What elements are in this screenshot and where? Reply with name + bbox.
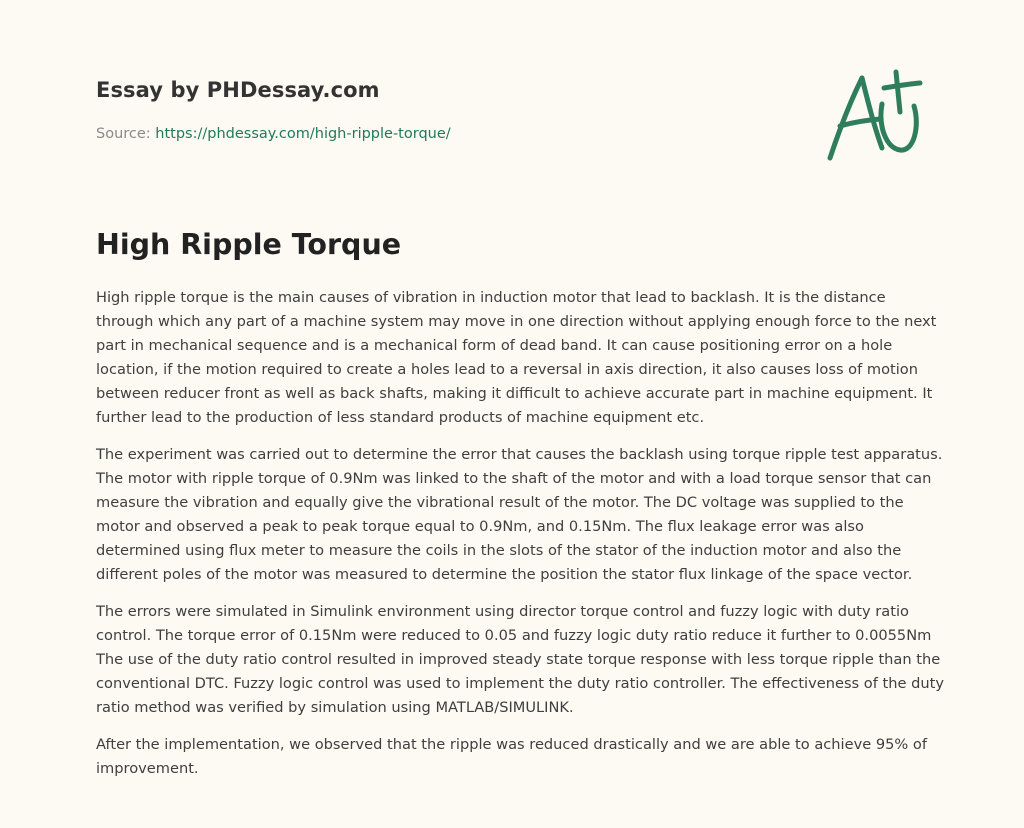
paragraph: After the implementation, we observed that the ripple was reduced drastically and we are able to achieve 95% of improvement. (96, 736, 927, 777)
essay-header (96, 76, 796, 144)
essay-title: High Ripple Torque (96, 228, 402, 261)
essay-body (96, 286, 944, 794)
paragraph: High ripple torque is the main causes of vibration in induction motor that lead to backlash. It is the distance through which any part of a machine system may move in one direction without applying enough force to the next part in mechanical sequence and is a mechanical form of dead band. It can cause positioning error on a hole location, if the motion required to create a holes lead to a reversal in axis direction, it also causes loss of motion between reducer front as well as back shafts, making it difficult to achieve accurate part in machine equipment. It further lead to the production of less standard products of machine equipment etc. (96, 289, 937, 426)
paragraph: The errors were simulated in Simulink environment using director torque control and fuzzy logic with duty ratio control. The torque error of 0.15Nm were reduced to 0.05 and fuzzy logic duty ratio reduce it further to 0.0055Nm The use of the duty ratio control resulted in improved steady state torque response with less torque ripple than the conventional DTC. Fuzzy logic control was used to implement the duty ratio controller. The effectiveness of the duty ratio method was verified by simulation using MATLAB/SIMULINK. (96, 603, 944, 716)
source-line (96, 124, 796, 144)
site-brand: Essay by PHDessay.com (96, 78, 380, 102)
paragraph: The experiment was carried out to determine the error that causes the backlash using torque ripple test apparatus. The motor with ripple torque of 0.9Nm was linked to the shaft of the motor and with a load torque sensor that can measure the vibration and equally give the vibrational result of the motor. The DC voltage was supplied to the motor and observed a peak to peak torque equal to 0.9Nm, and 0.15Nm. The flux leakage error was also determined using flux meter to measure the coils in the slots of the stator of the induction motor and also the different poles of the motor was measured to determine the position the stator flux linkage of the space vector. (96, 446, 943, 583)
source-label: Source: (96, 126, 156, 142)
a-plus-logo-icon (820, 66, 930, 166)
source-link[interactable]: https://phdessay.com/high-ripple-torque/ (155, 126, 451, 142)
